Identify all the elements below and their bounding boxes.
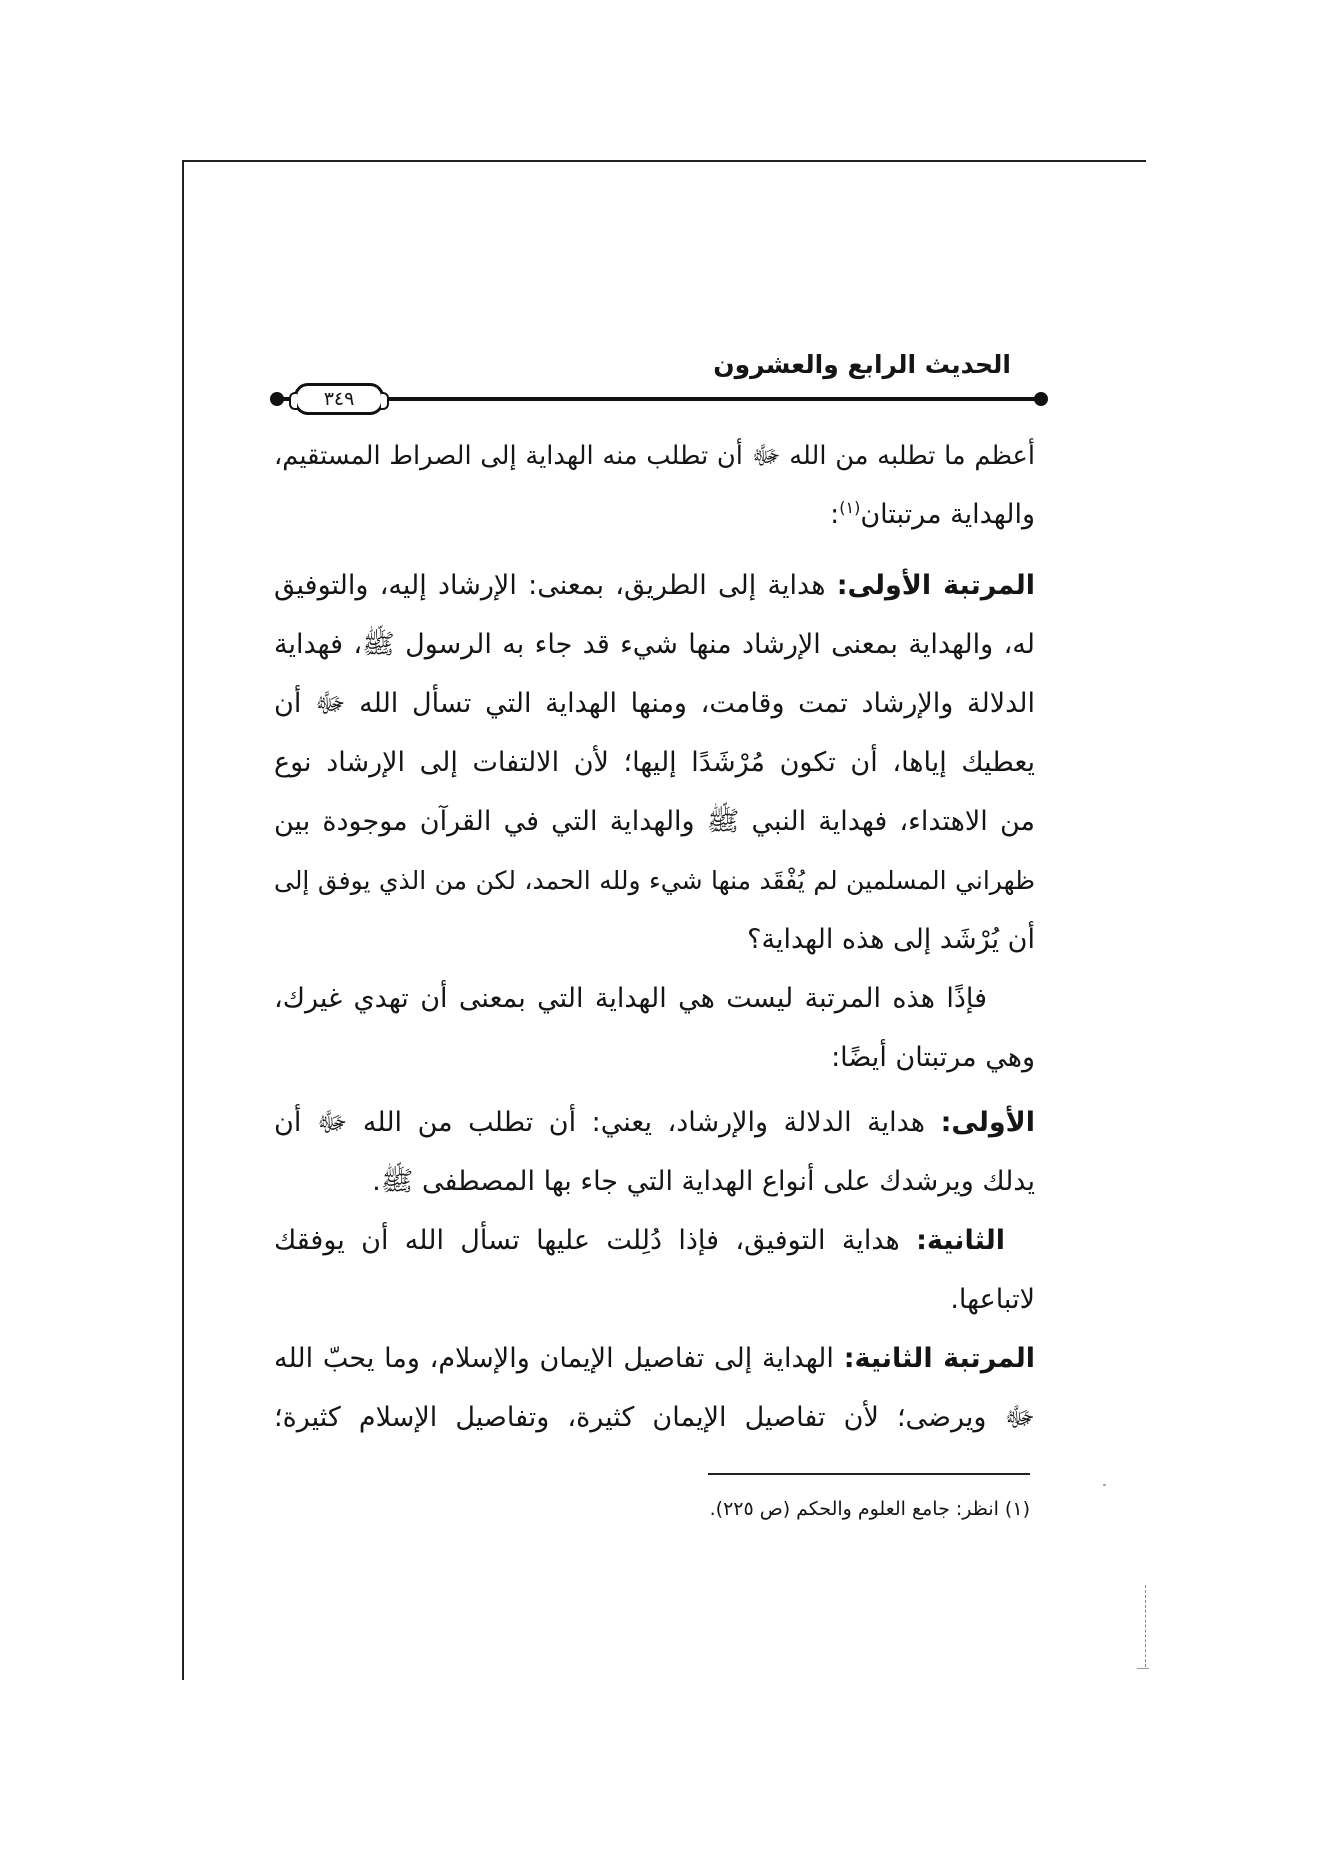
footnote-ref: (١) [839, 498, 861, 517]
body-line [274, 1211, 1035, 1270]
footnote: (١) انظر: جامع العلوم والحكم (ص ٢٢٥). [709, 1498, 1030, 1520]
paragraph [274, 1211, 1035, 1329]
line-text: هداية إلى الطريق، بمعنى: الإرشاد إليه، والتوفيق [274, 570, 826, 601]
body-line [274, 733, 1035, 792]
line-text: : [830, 499, 840, 530]
body-line [274, 969, 1035, 1028]
paragraph [274, 556, 1035, 969]
line-text: لاتباعها. [950, 1284, 1035, 1315]
header-rule-end-dot [1034, 392, 1048, 406]
paragraph [274, 969, 1035, 1087]
line-text: الهداية إلى تفاصيل الإيمان والإسلام، وما يحبّ الله [273, 1343, 834, 1374]
header-rule-start-dot [270, 392, 284, 406]
paragraph [274, 1329, 1035, 1447]
line-text: أن يُرْشَد إلى هذه الهداية؟ [747, 924, 1035, 955]
page-number: ٣٤٩ [323, 388, 355, 410]
section-lead: الأولى: [940, 1107, 1035, 1138]
line-text: أعظم ما تطلبه من الله ﷻ أن تطلب منه الهداية إلى الصراط المستقيم، [274, 441, 1035, 471]
line-text: له، والهداية بمعنى الإرشاد منها شيء قد جاء به الرسول ﷺ، فهداية [274, 629, 1035, 660]
line-text: يعطيك إياها، أن تكون مُرْشَدًا إليها؛ لأن الالتفات إلى الإرشاد نوع [274, 747, 1035, 778]
body-line [274, 615, 1035, 674]
body-line [274, 1028, 1035, 1087]
line-text: فإذًا هذه المرتبة ليست هي الهداية التي بمعنى أن تهدي غيرك، [274, 983, 987, 1014]
running-header-title: الحديث الرابع والعشرون [713, 350, 1011, 379]
section-lead: المرتبة الأولى: [836, 570, 1035, 601]
body-line [274, 1152, 1035, 1211]
footnote-separator [708, 1473, 1030, 1475]
body-line [274, 674, 1035, 733]
line-text: والهداية مرتبتان [860, 499, 1035, 530]
line-text: يدلك ويرشدك على أنواع الهداية التي جاء بها المصطفى ﷺ. [372, 1166, 1035, 1197]
line-text: ظهراني المسلمين لم يُفْقَد منها شيء ولله الحمد، لكن من الذي يوفق إلى [274, 866, 1035, 895]
body-line [274, 910, 1035, 969]
line-text: ﷻ ويرضى؛ لأن تفاصيل الإيمان كثيرة، وتفاصيل الإسلام كثيرة؛ [274, 1402, 1035, 1433]
body-line [274, 851, 1035, 910]
page-number-box [294, 383, 384, 415]
body-line [274, 426, 1035, 485]
body-line [274, 556, 1035, 615]
line-text: من الاهتداء، فهداية النبي ﷺ والهداية التي في القرآن موجودة بين [274, 806, 1035, 837]
header-rule-line [382, 397, 1040, 401]
body-line [274, 1270, 1035, 1329]
body-text [274, 426, 1035, 1447]
body-line [274, 1388, 1035, 1447]
body-line [274, 1329, 1035, 1388]
page-left-border [182, 160, 184, 1680]
line-text: هداية التوفيق، فإذا دُلِلت عليها تسأل الله أن يوفقك [274, 1225, 900, 1256]
scan-artifact-mark [1137, 1668, 1149, 1669]
scan-artifact-mark [1103, 1484, 1106, 1486]
body-line [274, 1093, 1035, 1152]
line-text: الدلالة والإرشاد تمت وقامت، ومنها الهداية التي تسأل الله ﷻ أن [274, 688, 1035, 719]
page-top-border [182, 160, 1146, 162]
paragraph [274, 426, 1035, 544]
paragraph [274, 1093, 1035, 1211]
line-text: هداية الدلالة والإرشاد، يعني: أن تطلب من الله ﷻ أن [274, 1107, 926, 1138]
line-text: وهي مرتبتان أيضًا: [831, 1042, 1035, 1073]
body-line [274, 792, 1035, 851]
scan-artifact-mark [1145, 1585, 1146, 1667]
section-lead: المرتبة الثانية: [843, 1343, 1035, 1374]
section-lead: الثانية: [916, 1225, 1005, 1256]
body-line [274, 485, 1035, 544]
